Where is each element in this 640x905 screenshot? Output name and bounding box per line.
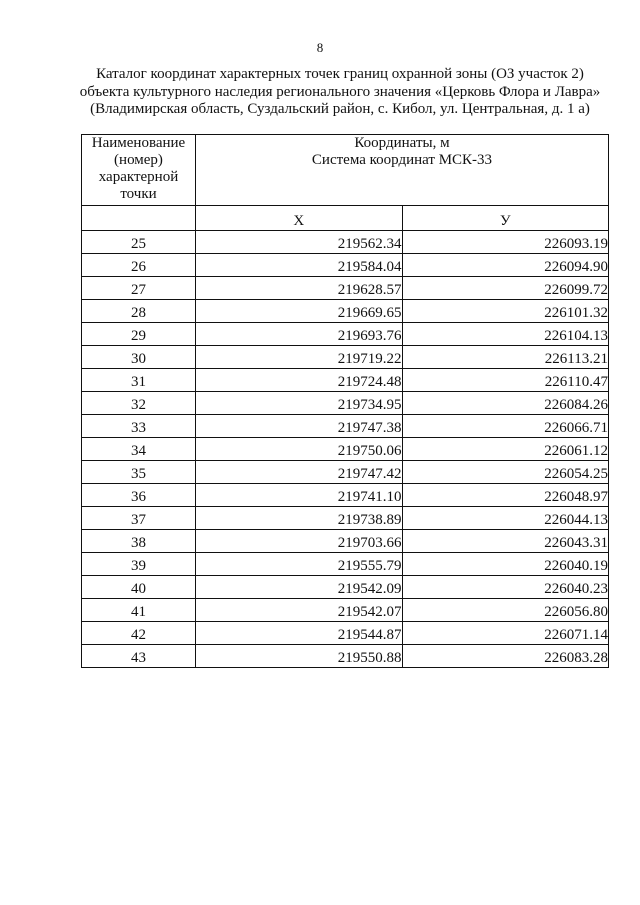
x-coordinate-cell: 219750.06 — [196, 438, 403, 461]
y-coordinate-cell: 226083.28 — [402, 645, 609, 668]
header-point-name — [82, 135, 196, 206]
x-coordinate-cell: 219542.07 — [196, 599, 403, 622]
point-number-cell: 33 — [82, 415, 196, 438]
point-number-cell: 42 — [82, 622, 196, 645]
x-coordinate-cell: 219669.65 — [196, 300, 403, 323]
point-number-cell: 40 — [82, 576, 196, 599]
y-coordinate-cell: 226071.14 — [402, 622, 609, 645]
y-coordinate-cell: 226099.72 — [402, 277, 609, 300]
y-coordinate-cell: 226113.21 — [402, 346, 609, 369]
x-coordinate-cell: 219747.42 — [196, 461, 403, 484]
table-row — [82, 599, 609, 622]
y-coordinate-cell: 226040.19 — [402, 553, 609, 576]
point-number-cell: 41 — [82, 599, 196, 622]
y-coordinate-cell: 226044.13 — [402, 507, 609, 530]
document-title — [60, 66, 620, 119]
x-coordinate-cell: 219555.79 — [196, 553, 403, 576]
x-coordinate-cell: 219693.76 — [196, 323, 403, 346]
point-number-cell: 26 — [82, 254, 196, 277]
x-coordinate-cell: 219724.48 — [196, 369, 403, 392]
header-y: У — [402, 206, 609, 231]
point-number-cell: 27 — [82, 277, 196, 300]
y-coordinate-cell: 226061.12 — [402, 438, 609, 461]
x-coordinate-cell: 219738.89 — [196, 507, 403, 530]
table-row — [82, 645, 609, 668]
header-name-line: Наименование — [91, 135, 186, 151]
table-row — [82, 323, 609, 346]
coordinates-table — [81, 134, 609, 668]
title-line: (Владимирская область, Суздальский район, с. Кибол, ул. Центральная, д. 1 а) — [90, 101, 590, 117]
axes-empty-cell — [82, 206, 196, 231]
x-coordinate-cell: 219584.04 — [196, 254, 403, 277]
header-name-line: точки — [120, 186, 157, 202]
x-coordinate-cell: 219562.34 — [196, 231, 403, 254]
y-coordinate-cell: 226084.26 — [402, 392, 609, 415]
point-number-cell: 43 — [82, 645, 196, 668]
x-coordinate-cell: 219550.88 — [196, 645, 403, 668]
table-row — [82, 231, 609, 254]
table-row — [82, 346, 609, 369]
table-row — [82, 300, 609, 323]
header-x: Х — [196, 206, 403, 231]
point-number-cell: 36 — [82, 484, 196, 507]
header-coords-line: Система координат МСК-33 — [311, 152, 493, 168]
point-number-cell: 39 — [82, 553, 196, 576]
x-coordinate-cell: 219544.87 — [196, 622, 403, 645]
table-row — [82, 576, 609, 599]
x-coordinate-cell: 219703.66 — [196, 530, 403, 553]
x-coordinate-cell: 219734.95 — [196, 392, 403, 415]
table-row — [82, 369, 609, 392]
header-name-line: (номер) — [114, 152, 163, 168]
point-number-cell: 29 — [82, 323, 196, 346]
table-row — [82, 392, 609, 415]
point-number-cell: 32 — [82, 392, 196, 415]
table-row — [82, 484, 609, 507]
header-coordinates — [196, 135, 609, 206]
x-coordinate-cell: 219741.10 — [196, 484, 403, 507]
header-coords-line: Координаты, м — [354, 135, 450, 151]
table-row — [82, 553, 609, 576]
table-row — [82, 415, 609, 438]
y-coordinate-cell: 226094.90 — [402, 254, 609, 277]
y-coordinate-cell: 226093.19 — [402, 231, 609, 254]
point-number-cell: 34 — [82, 438, 196, 461]
table-row — [82, 277, 609, 300]
page-number: 8 — [316, 40, 324, 55]
table-row — [82, 530, 609, 553]
table-row — [82, 622, 609, 645]
point-number-cell: 31 — [82, 369, 196, 392]
point-number-cell: 28 — [82, 300, 196, 323]
point-number-cell: 35 — [82, 461, 196, 484]
title-line: объекта культурного наследия регионального значения «Церковь Флора и Лавра» — [79, 83, 601, 100]
y-coordinate-cell: 226040.23 — [402, 576, 609, 599]
table-body — [82, 231, 609, 668]
y-coordinate-cell: 226043.31 — [402, 530, 609, 553]
table-axes-row — [82, 206, 609, 231]
table-row — [82, 507, 609, 530]
x-coordinate-cell: 219747.38 — [196, 415, 403, 438]
table-header-row — [82, 135, 609, 206]
table-row — [82, 254, 609, 277]
x-coordinate-cell: 219628.57 — [196, 277, 403, 300]
table-row — [82, 461, 609, 484]
point-number-cell: 25 — [82, 231, 196, 254]
header-name-line: характерной — [98, 169, 179, 185]
y-coordinate-cell: 226110.47 — [402, 369, 609, 392]
y-coordinate-cell: 226066.71 — [402, 415, 609, 438]
y-coordinate-cell: 226048.97 — [402, 484, 609, 507]
y-coordinate-cell: 226101.32 — [402, 300, 609, 323]
x-coordinate-cell: 219719.22 — [196, 346, 403, 369]
point-number-cell: 38 — [82, 530, 196, 553]
point-number-cell: 30 — [82, 346, 196, 369]
table-row — [82, 438, 609, 461]
point-number-cell: 37 — [82, 507, 196, 530]
y-coordinate-cell: 226056.80 — [402, 599, 609, 622]
x-coordinate-cell: 219542.09 — [196, 576, 403, 599]
y-coordinate-cell: 226054.25 — [402, 461, 609, 484]
title-line: Каталог координат характерных точек границ охранной зоны (ОЗ участок 2) — [96, 66, 584, 82]
y-coordinate-cell: 226104.13 — [402, 323, 609, 346]
